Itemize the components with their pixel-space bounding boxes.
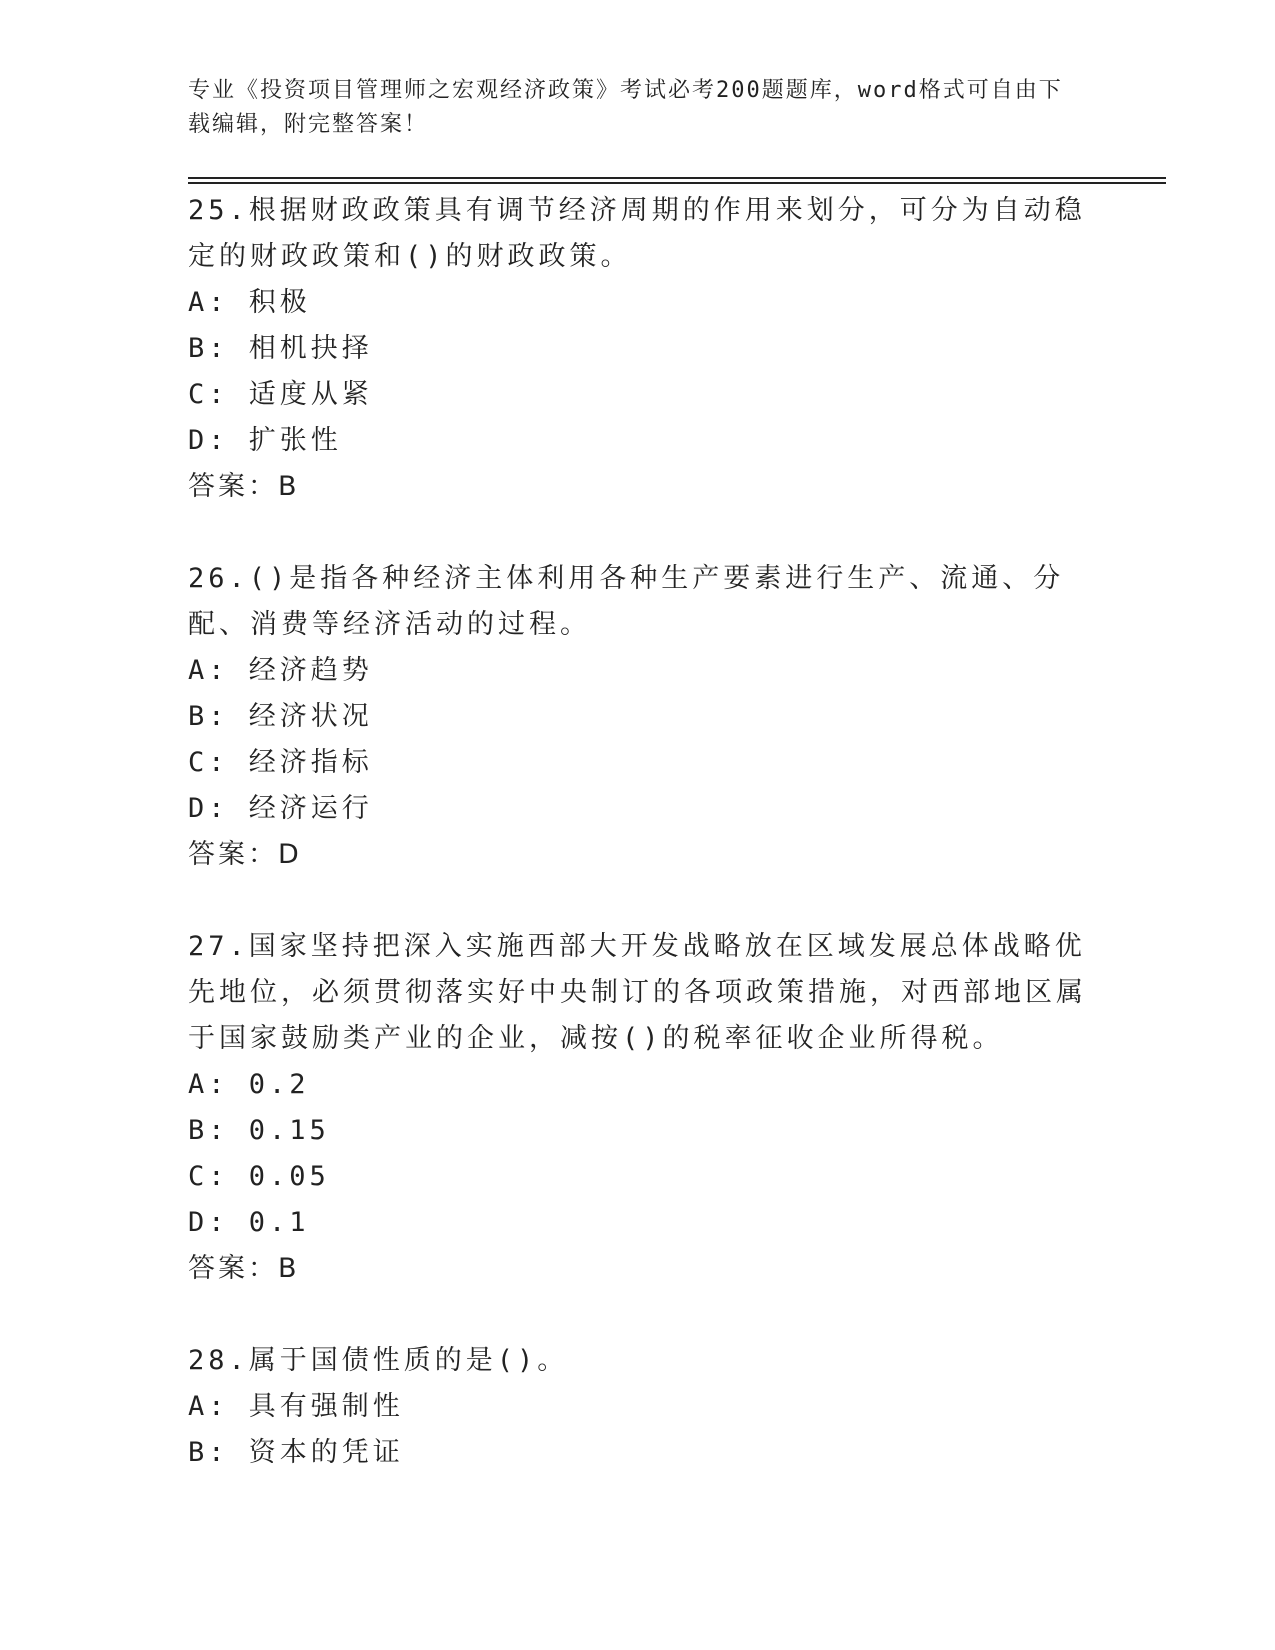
option-b: B: 相机抉择 [188,333,373,364]
option-b: B: 资本的凭证 [188,1437,404,1468]
question-text: 26.()是指各种经济主体利用各种生产要素进行生产、流通、分配、消费等经济活动的过程。 [188,563,1065,640]
option-c: C: 经济指标 [188,747,373,778]
question-25 [188,188,1088,510]
answer-line: 答案：B [188,471,300,502]
option-a: A: 0.2 [188,1069,310,1100]
document-intro: 专业《投资项目管理师之宏观经济政策》考试必考200题题库，word格式可自由下载编辑，附完整答案！ [188,78,1063,137]
option-d: D: 经济运行 [188,793,373,824]
option-a: A: 积极 [188,287,311,318]
option-a: A: 具有强制性 [188,1391,404,1422]
question-list [188,188,1088,1522]
question-26 [188,556,1088,878]
option-c: C: 适度从紧 [188,379,373,410]
option-d: D: 扩张性 [188,425,342,456]
answer-line: 答案：D [188,839,302,870]
question-text: 27.国家坚持把深入实施西部大开发战略放在区域发展总体战略优先地位，必须贯彻落实好中央制订的各项政策措施，对西部地区属于国家鼓励类产业的企业，减按()的税率征收企业所得税。 [188,931,1087,1054]
option-c: C: 0.05 [188,1161,330,1192]
header-divider-top [188,177,1166,179]
header-divider-bottom [188,182,1166,184]
option-d: D: 0.1 [188,1207,310,1238]
question-text: 28.属于国债性质的是()。 [188,1345,569,1376]
question-28 [188,1338,1088,1476]
question-27 [188,924,1088,1292]
option-b: B: 0.15 [188,1115,330,1146]
option-a: A: 经济趋势 [188,655,373,686]
option-b: B: 经济状况 [188,701,373,732]
answer-line: 答案：B [188,1253,300,1284]
question-text: 25.根据财政政策具有调节经济周期的作用来划分，可分为自动稳定的财政政策和()的财政政策。 [188,195,1086,272]
